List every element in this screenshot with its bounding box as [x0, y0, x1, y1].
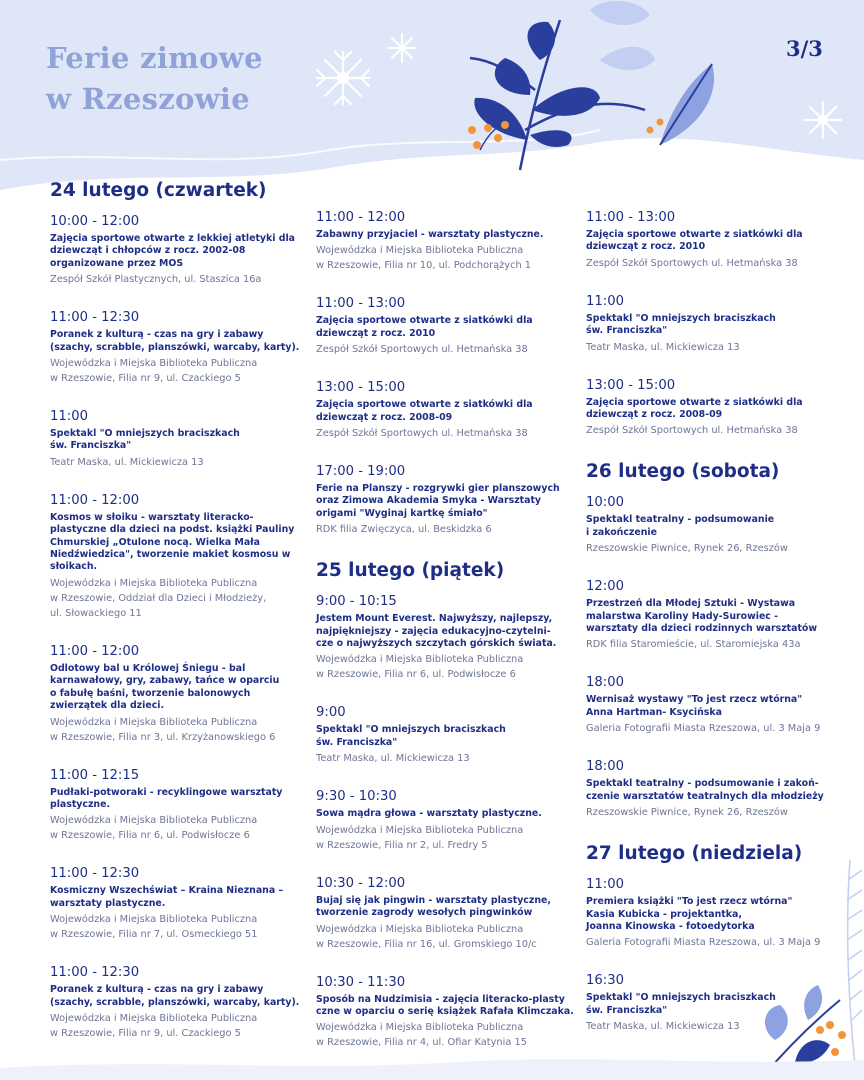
event-time: 11:00 - 12:00 — [50, 643, 140, 659]
event-time: 11:00 — [50, 409, 89, 425]
fern-icon — [847, 860, 862, 1075]
event-title-line: Spektakl "O mniejszych braciszkach — [50, 428, 240, 440]
event-location — [50, 455, 312, 470]
event-location-line: w Rzeszowie, Filia nr 2, ul. Fredry 5 — [316, 839, 488, 851]
event-title — [50, 984, 312, 1009]
event-location — [316, 243, 578, 273]
event-location — [316, 342, 578, 357]
event-title-line: dziewcząt z rocz. 2008-09 — [586, 409, 723, 421]
event-location-line: Wojewódzka i Miejska Biblioteka Publiczna — [50, 1012, 258, 1024]
event-title — [586, 992, 848, 1017]
event-title-line: Spektakl "O mniejszych braciszkach — [586, 312, 776, 324]
event-time: 12:00 — [586, 579, 625, 595]
event-location — [586, 637, 848, 652]
event-location — [50, 356, 312, 386]
event-location-line: w Rzeszowie, Filia nr 9, ul. Czackiego 5 — [50, 1027, 241, 1039]
event-time: 11:00 - 13:00 — [586, 210, 676, 225]
event-location-line: Galeria Fotografii Miasta Rzeszowa, ul. 3 Maja 9 — [586, 723, 821, 735]
event-item — [316, 294, 578, 357]
event-location — [50, 813, 312, 843]
event-time: 10:00 - 12:00 — [50, 214, 140, 229]
event-time: 16:30 — [586, 973, 625, 989]
event-location — [316, 922, 578, 952]
event-time: 11:00 - 12:30 — [50, 965, 140, 981]
event-item — [586, 673, 848, 736]
event-title-line: czenie warsztatów teatralnych dla młodzieży — [586, 790, 824, 802]
event-title — [50, 428, 312, 453]
event-title-line: czne w oparciu o serię książek Rafała Klimczaka. — [316, 1005, 574, 1017]
event-location-line: Wojewódzka i Miejska Biblioteka Publiczna — [316, 824, 524, 836]
event-location-line: w Rzeszowie, Oddział dla Dzieci i Młodzieży, — [50, 592, 267, 604]
event-location — [586, 541, 848, 556]
event-title-line: Kosmiczny Wszechświat – Kraina Nieznana – — [50, 885, 284, 897]
event-location-line: Galeria Fotografii Miasta Rzeszowa, ul. 3 Maja 9 — [586, 937, 821, 949]
event-title — [50, 787, 312, 812]
event-location-line: ul. Słowackiego 11 — [50, 607, 142, 619]
day-heading: 24 lutego (czwartek) — [50, 180, 267, 201]
event-title-line: o fabułę baśni, tworzenie balonowych — [50, 687, 251, 699]
event-location — [586, 935, 848, 950]
event-item — [50, 766, 312, 844]
event-title — [316, 613, 578, 650]
event-time: 10:00 — [586, 495, 625, 511]
event-title — [316, 483, 578, 520]
event-title-line: organizowane przez MOS — [50, 257, 184, 269]
event-location-line: Rzeszowskie Piwnice, Rynek 26, Rzeszów — [586, 807, 788, 819]
event-time: 17:00 - 19:00 — [316, 464, 406, 480]
event-title-line: najpiękniejszy - zajęcia edukacyjno-czytelni- — [316, 625, 551, 637]
event-location — [50, 715, 312, 745]
event-location — [316, 751, 578, 766]
event-item — [316, 378, 578, 441]
event-location-line: w Rzeszowie, Filia nr 6, ul. Podwisłocze 6 — [316, 669, 516, 681]
event-title-line: Joanna Kinowska - fotoedytorka — [586, 920, 755, 932]
event-item — [50, 491, 312, 621]
event-time: 11:00 — [586, 293, 625, 309]
event-location — [50, 576, 312, 621]
event-location — [316, 823, 578, 853]
column-1 — [50, 178, 312, 1062]
event-title-line: Zabawny przyjaciel - warsztaty plastyczne. — [316, 229, 544, 240]
event-title-line: i zakończenie — [586, 526, 657, 538]
event-location-line: w Rzeszowie, Filia nr 7, ul. Osmeckiego 51 — [50, 929, 258, 941]
event-item — [50, 212, 312, 287]
event-title-line: Poranek z kulturą - czas na gry i zabawy — [50, 984, 264, 996]
event-time: 9:00 - 10:15 — [316, 594, 397, 610]
event-title-line: dziewcząt z rocz. 2010 — [586, 241, 706, 253]
event-title-line: (szachy, scrabble, planszówki, warcaby, karty). — [50, 996, 300, 1008]
event-item — [586, 971, 848, 1034]
event-item — [316, 208, 578, 273]
event-title — [50, 885, 312, 910]
event-title-line: Spektakl "O mniejszych braciszkach — [586, 992, 776, 1004]
event-title — [316, 895, 578, 920]
event-title-line: Zajęcia sportowe otwarte z siatkówki dla — [586, 229, 803, 240]
event-location-line: Wojewódzka i Miejska Biblioteka Publiczna — [316, 1022, 524, 1034]
event-time: 11:00 - 12:30 — [50, 310, 140, 326]
event-title-line: karnawałowy, gry, zabawy, tańce w oparciu — [50, 675, 280, 687]
event-title-line: cze o najwyższych szczytach górskich świata. — [316, 638, 557, 650]
event-location-line: w Rzeszowie, Filia nr 10, ul. Podchorążych 1 — [316, 260, 532, 272]
column-3 — [586, 208, 848, 1055]
event-item — [586, 757, 848, 820]
event-location-line: Wojewódzka i Miejska Biblioteka Publiczna — [316, 654, 524, 666]
event-title-line: Jestem Mount Everest. Najwyższy, najlepszy, — [316, 613, 553, 625]
event-location-line: w Rzeszowie, Filia nr 3, ul. Krzyżanowskiego 6 — [50, 731, 276, 743]
event-title-line: Spektakl teatralny - podsumowanie — [586, 514, 775, 526]
event-location-line: Wojewódzka i Miejska Biblioteka Publiczna — [316, 245, 524, 257]
event-title-line: św. Franciszka" — [50, 440, 132, 452]
event-location — [316, 1020, 578, 1050]
event-title-line: malarstwa Karoliny Hady-Surowiec - — [586, 610, 779, 622]
event-title — [586, 598, 848, 635]
event-location-line: RDK filia Staromieście, ul. Staromiejska 43a — [586, 639, 801, 651]
event-time: 18:00 — [586, 675, 625, 691]
event-item — [316, 592, 578, 682]
event-title-line: Zajęcia sportowe otwarte z lekkiej atletyki dla — [50, 233, 295, 244]
event-location-line: Teatr Maska, ul. Mickiewicza 13 — [50, 456, 204, 468]
event-location — [586, 256, 848, 271]
event-location — [316, 652, 578, 682]
event-location — [586, 721, 848, 736]
event-title-line: św. Franciszka" — [316, 736, 398, 748]
event-item — [586, 376, 848, 439]
event-title — [316, 724, 578, 749]
event-title-line: Zajęcia sportowe otwarte z siatkówki dla — [316, 315, 533, 327]
event-title — [316, 315, 578, 340]
event-time: 18:00 — [586, 759, 625, 775]
event-location-line: Teatr Maska, ul. Mickiewicza 13 — [316, 753, 470, 765]
event-title-line: plastyczne dla dzieci na podst. książki Pauliny — [50, 524, 295, 536]
event-location-line: Wojewódzka i Miejska Biblioteka Publiczna — [50, 716, 258, 728]
event-time: 9:30 - 10:30 — [316, 789, 397, 805]
page-title — [46, 38, 263, 120]
event-title — [316, 808, 578, 820]
event-time: 11:00 — [586, 877, 625, 893]
event-title-line: Spektakl "O mniejszych braciszkach — [316, 724, 506, 736]
event-time: 11:00 - 12:00 — [50, 492, 140, 508]
event-title-line: Przestrzeń dla Młodej Sztuki - Wystawa — [586, 598, 796, 610]
event-location-line: w Rzeszowie, Filia nr 9, ul. Czackiego 5 — [50, 373, 241, 385]
event-title-line: Chmurskiej „Otulone nocą. Wielka Mała — [50, 536, 260, 548]
event-location — [586, 1019, 848, 1034]
event-location-line: Wojewódzka i Miejska Biblioteka Publiczna — [50, 577, 258, 589]
event-title — [586, 397, 848, 422]
event-title — [586, 229, 848, 254]
event-location-line: Zespół Szkół Sportowych ul. Hetmańska 38 — [586, 257, 798, 269]
event-title — [586, 313, 848, 338]
page-number: 3/3 — [786, 36, 823, 61]
event-time: 11:00 - 12:30 — [50, 866, 140, 882]
event-location — [586, 340, 848, 355]
event-title-line: warsztaty plastyczne. — [50, 897, 166, 909]
event-title-line: Kosmos w słoiku - warsztaty literacko- — [50, 511, 254, 523]
event-title — [316, 399, 578, 424]
event-title-line: dziewcząt z rocz. 2008-09 — [316, 411, 453, 423]
event-location-line: Teatr Maska, ul. Mickiewicza 13 — [586, 341, 740, 353]
event-title-line: Wernisaż wystawy "To jest rzecz wtórna" — [586, 694, 803, 706]
event-title-line: Odlotowy bal u Królowej Śniegu - bal — [50, 662, 246, 674]
event-title-line: Poranek z kulturą - czas na gry i zabawy — [50, 329, 264, 341]
title-line-1: Ferie zimowe — [46, 41, 263, 75]
event-location — [50, 272, 312, 287]
event-item — [50, 642, 312, 745]
event-location-line: w Rzeszowie, Filia nr 4, ul. Ofiar Katynia 15 — [316, 1037, 527, 1049]
event-title-line: Ferie na Planszy - rozgrywki gier planszowych — [316, 483, 560, 495]
event-item — [586, 577, 848, 652]
event-item — [316, 787, 578, 852]
event-title-line: origami "Wyginaj kartkę śmiało" — [316, 507, 488, 519]
event-title-line: dziewcząt z rocz. 2010 — [316, 327, 436, 339]
event-location — [50, 912, 312, 942]
event-location-line: Wojewódzka i Miejska Biblioteka Publiczna — [50, 358, 258, 370]
event-location-line: Zespół Szkół Sportowych ul. Hetmańska 38 — [316, 428, 528, 440]
event-title-line: warsztaty dla dzieci rodzinnych warsztatów — [586, 623, 818, 635]
event-item — [316, 703, 578, 766]
event-title — [50, 512, 312, 574]
event-title-line: Premiera książki "To jest rzecz wtórna" — [586, 896, 793, 908]
event-title — [316, 229, 578, 241]
event-title — [50, 663, 312, 713]
event-title — [316, 994, 578, 1019]
event-title-line: Zajęcia sportowe otwarte z siatkówki dla — [316, 399, 533, 411]
event-title — [586, 896, 848, 933]
event-title-line: Pudłaki-potworaki - recyklingowe warsztaty — [50, 786, 283, 798]
event-title-line: Spektakl teatralny - podsumowanie i zakoń- — [586, 778, 819, 790]
event-location-line: Zespół Szkół Sportowych ul. Hetmańska 38 — [316, 344, 528, 356]
event-title-line: Niedźwiedzica", tworzenie makiet kosmosu w — [50, 549, 291, 561]
event-item — [50, 864, 312, 942]
event-location-line: Teatr Maska, ul. Mickiewicza 13 — [586, 1021, 740, 1033]
event-title — [50, 233, 312, 270]
event-time: 11:00 - 12:15 — [50, 767, 140, 783]
event-item — [50, 963, 312, 1041]
day-heading: 25 lutego (piątek) — [316, 560, 505, 582]
event-location-line: Wojewódzka i Miejska Biblioteka Publiczna — [316, 923, 524, 935]
event-title-line: św. Franciszka" — [586, 1004, 668, 1016]
event-time: 11:00 - 13:00 — [316, 296, 406, 312]
event-title-line: (szachy, scrabble, planszówki, warcaby, karty). — [50, 341, 300, 353]
event-title — [50, 329, 312, 354]
event-item — [586, 875, 848, 950]
event-title — [586, 694, 848, 719]
day-heading: 27 lutego (niedziela) — [586, 843, 803, 865]
event-item — [586, 292, 848, 355]
event-title-line: dziewcząt i chłopców z rocz. 2002-08 — [50, 245, 246, 257]
event-location — [316, 522, 578, 537]
event-time: 13:00 - 15:00 — [316, 380, 406, 396]
event-time: 10:30 - 11:30 — [316, 974, 406, 990]
event-title-line: zwierzątek dla dzieci. — [50, 700, 165, 712]
event-time: 9:00 — [316, 705, 346, 721]
event-location-line: w Rzeszowie, Filia nr 16, ul. Gromskiego 10/c — [316, 938, 537, 950]
event-title-line: słoikach. — [50, 561, 98, 573]
event-location-line: RDK filia Zwięczyca, ul. Beskidzka 6 — [316, 524, 492, 536]
event-item — [316, 462, 578, 537]
event-location — [316, 426, 578, 441]
event-title-line: plastyczne. — [50, 798, 111, 810]
event-location-line: Zespół Szkół Plastycznych, ul. Staszica 16a — [50, 274, 262, 286]
event-item — [586, 208, 848, 271]
day-heading: 26 lutego (sobota) — [586, 461, 780, 483]
event-title-line: Kasia Kubicka - projektantka, — [586, 908, 742, 920]
event-title-line: oraz Zimowa Akademia Smyka - Warsztaty — [316, 495, 542, 507]
column-2 — [316, 208, 578, 1071]
event-item — [50, 407, 312, 470]
event-title-line: Zajęcia sportowe otwarte z siatkówki dla — [586, 396, 803, 408]
event-location-line: Wojewódzka i Miejska Biblioteka Publiczna — [50, 914, 258, 926]
event-time: 10:30 - 12:00 — [316, 875, 406, 891]
event-location-line: w Rzeszowie, Filia nr 6, ul. Podwisłocze 6 — [50, 830, 250, 842]
event-item — [586, 493, 848, 556]
title-line-2: w Rzeszowie — [46, 82, 250, 116]
event-title-line: Bujaj się jak pingwin - warsztaty plastyczne, — [316, 894, 551, 906]
event-location-line: Wojewódzka i Miejska Biblioteka Publiczna — [50, 815, 258, 827]
event-title-line: tworzenie zagrody wesołych pingwinków — [316, 907, 533, 919]
event-location — [50, 1011, 312, 1041]
event-item — [316, 874, 578, 952]
event-time: 11:00 - 12:00 — [316, 210, 406, 225]
event-item — [316, 973, 578, 1051]
event-title-line: św. Franciszka" — [586, 325, 668, 337]
event-title-line: Anna Hartman- Ksycińska — [586, 706, 722, 718]
event-location-line: Zespół Szkół Sportowych ul. Hetmańska 38 — [586, 425, 798, 437]
event-location-line: Rzeszowskie Piwnice, Rynek 26, Rzeszów — [586, 543, 788, 555]
event-title-line: Sowa mądra głowa - warsztaty plastyczne. — [316, 808, 542, 820]
event-title — [586, 514, 848, 539]
event-item — [50, 308, 312, 386]
event-location — [586, 423, 848, 438]
event-title-line: Sposób na Nudzimisia - zajęcia literacko-plasty — [316, 993, 565, 1005]
event-time: 13:00 - 15:00 — [586, 377, 676, 393]
event-location — [586, 805, 848, 820]
event-title — [586, 778, 848, 803]
